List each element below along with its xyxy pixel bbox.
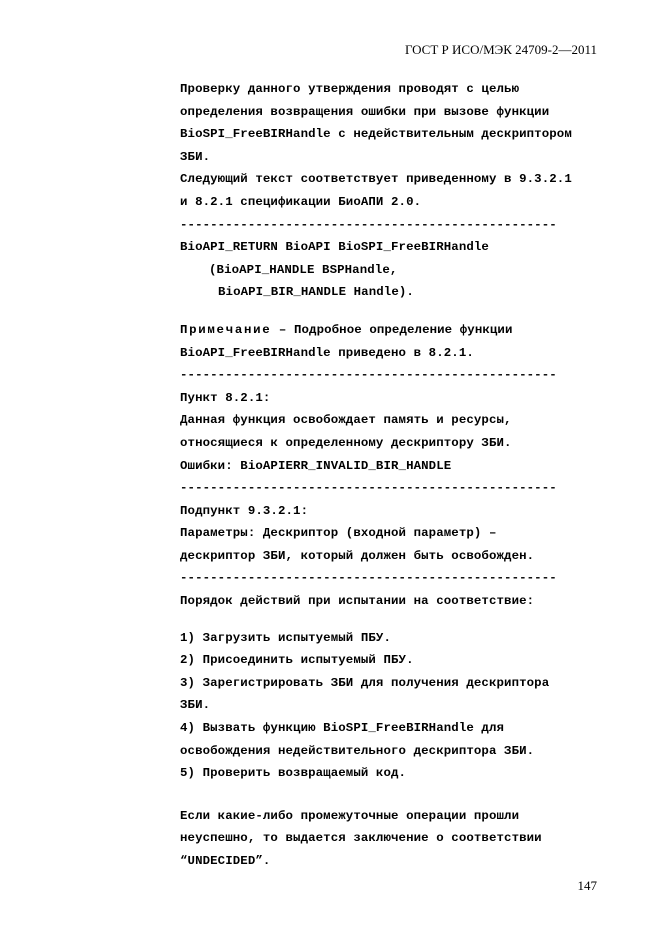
step-line: 3) Зарегистрировать ЗБИ для получения дескриптора (180, 675, 550, 690)
divider-line: -------------------------------------------------- (180, 481, 557, 496)
code-line: BioAPI_BIR_HANDLE Handle). (218, 285, 414, 300)
text-line: ЗБИ. (180, 149, 211, 164)
divider-line: -------------------------------------------------- (180, 368, 557, 383)
divider-line: -------------------------------------------------- (180, 217, 557, 232)
text-line: и 8.2.1 спецификации БиоАПИ 2.0. (180, 194, 422, 209)
subclause-line: Подпункт 9.3.2.1: (180, 503, 309, 518)
text-line: BioSPI_FreeBIRHandle с недействительным дескриптором (180, 127, 572, 142)
step-line: освобождения недействительного дескриптора ЗБИ. (180, 743, 535, 758)
text-line: Следующий текст соответствует приведенному в 9.3.2.1 (180, 172, 572, 187)
procedure-title: Порядок действий при испытании на соответствие: (180, 594, 535, 609)
code-line: (BioAPI_HANDLE BSPHandle, (209, 262, 398, 277)
clause-line: Данная функция освобождает память и ресурсы, (180, 413, 512, 428)
text-line: Проверку данного утверждения проводят с целью (180, 82, 520, 96)
step-line: ЗБИ. (180, 698, 211, 713)
step-line: 5) Проверить возвращаемый код. (180, 766, 407, 781)
note-line (180, 319, 620, 342)
note-label: Примечание (180, 322, 272, 337)
document-header: ГОСТ Р ИСО/МЭК 24709-2—2011 (404, 42, 597, 57)
step-line: 2) Присоединить испытуемый ПБУ. (180, 653, 414, 668)
clause-line: Ошибки: BioAPIERR_INVALID_BIR_HANDLE (180, 458, 452, 473)
subclause-line: Параметры: Дескриптор (входной параметр) – (180, 526, 497, 541)
document-body (180, 78, 620, 873)
conclusion-line: неуспешно, то выдается заключение о соответствии (180, 831, 542, 846)
step-line: 1) Загрузить испытуемый ПБУ. (180, 630, 391, 645)
step-line: 4) Вызвать функцию BioSPI_FreeBIRHandle для (180, 721, 505, 736)
code-line: BioAPI_RETURN BioAPI BioSPI_FreeBIRHandle (180, 240, 489, 255)
clause-line: относящиеся к определенному дескриптору ЗБИ. (180, 435, 512, 450)
clause-line: Пункт 8.2.1: (180, 390, 271, 405)
note-text: – Подробное определение функции (271, 322, 513, 337)
note-line-2: BioAPI_FreeBIRHandle приведено в 8.2.1. (180, 345, 474, 360)
conclusion-line: Если какие-либо промежуточные операции прошли (180, 808, 520, 823)
conclusion-line: “UNDECIDED”. (180, 854, 271, 868)
subclause-line: дескриптор ЗБИ, который должен быть освобожден. (180, 548, 535, 563)
page-number: 147 (577, 878, 597, 893)
divider-line: -------------------------------------------------- (180, 571, 557, 586)
text-line: определения возвращения ошибки при вызове функции (180, 104, 550, 119)
